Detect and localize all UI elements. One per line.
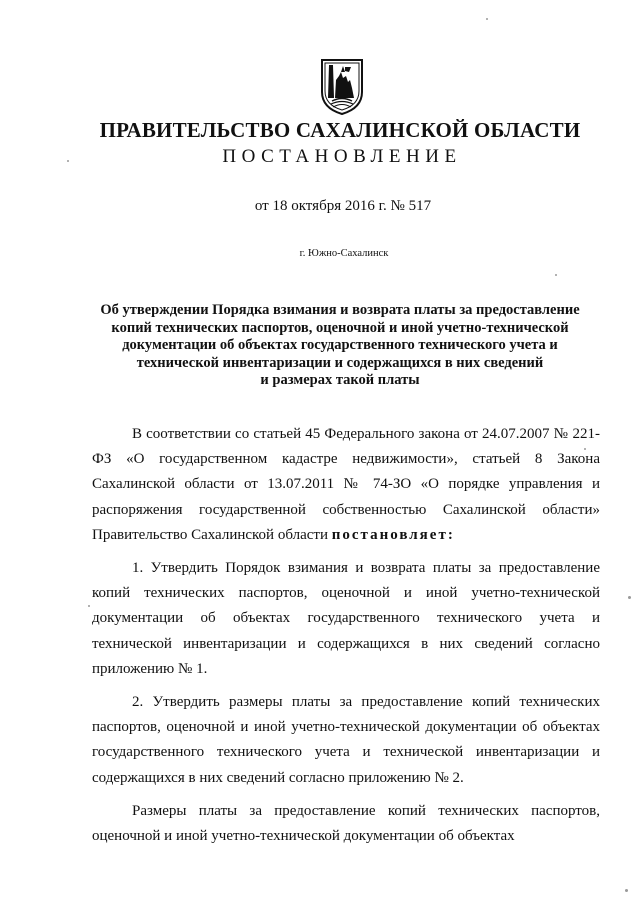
title-line: Об утверждении Порядка взимания и возврата платы за предоставление xyxy=(100,302,580,318)
title-line: технической инвентаризации и содержащихся в них сведений xyxy=(136,354,544,371)
resolves-keyword: постановляет: xyxy=(331,526,455,543)
scan-speck xyxy=(628,596,631,599)
preamble-paragraph xyxy=(92,422,600,548)
scan-speck xyxy=(555,274,557,276)
scan-speck xyxy=(88,605,90,607)
title-line: и размерах такой платы xyxy=(260,372,420,388)
item-3-paragraph: Размеры платы за предоставление копий технических паспортов, оценочной и иной учетно-технической документации об объектах xyxy=(92,802,600,845)
title-line: копий технических паспортов, оценочной и иной учетно-технической xyxy=(111,319,569,336)
item-2-paragraph: 2. Утвердить размеры платы за предоставление копий технических паспортов, оценочной и иной учетно-технической документации об объектах государственного технического учета и технической инвентаризации и содержащихся в них сведений согласно приложению № 2. xyxy=(92,694,600,786)
document-type: ПОСТАНОВЛЕНИЕ xyxy=(222,146,462,167)
document-city: г. Южно-Сахалинск xyxy=(299,248,389,259)
organization-name: ПРАВИТЕЛЬСТВО САХАЛИНСКОЙ ОБЛАСТИ xyxy=(99,118,581,142)
title-line: документации об объектах государственного технического учета и xyxy=(122,337,558,353)
document-body xyxy=(92,422,600,851)
scan-speck xyxy=(486,18,488,20)
sakhalin-coat-of-arms-icon xyxy=(319,58,365,116)
scan-speck xyxy=(67,160,69,162)
document-title xyxy=(80,302,600,390)
document-date-number: от 18 октября 2016 г. № 517 xyxy=(254,198,432,214)
preamble-text: В соответствии со статьей 45 Федерального закона от 24.07.2007 № 221-ФЗ «О государственном кадастре недвижимости», статьей 8 Закона Сахалинской области от 13.07.2011 № 74-ЗО «О порядке управления и распоряжения государственной собственностью Сахалинской области» Правительство Сахалинской области xyxy=(92,426,600,543)
scan-speck xyxy=(625,889,628,892)
item-1-paragraph: 1. Утвердить Порядок взимания и возврата платы за предоставление копий технических паспортов, оценочной и иной учетно-технической документации об объектах государственного технического учета и технической инвентаризации и содержащихся в них сведений согласно приложению № 1. xyxy=(92,560,600,677)
scan-speck xyxy=(584,448,586,450)
